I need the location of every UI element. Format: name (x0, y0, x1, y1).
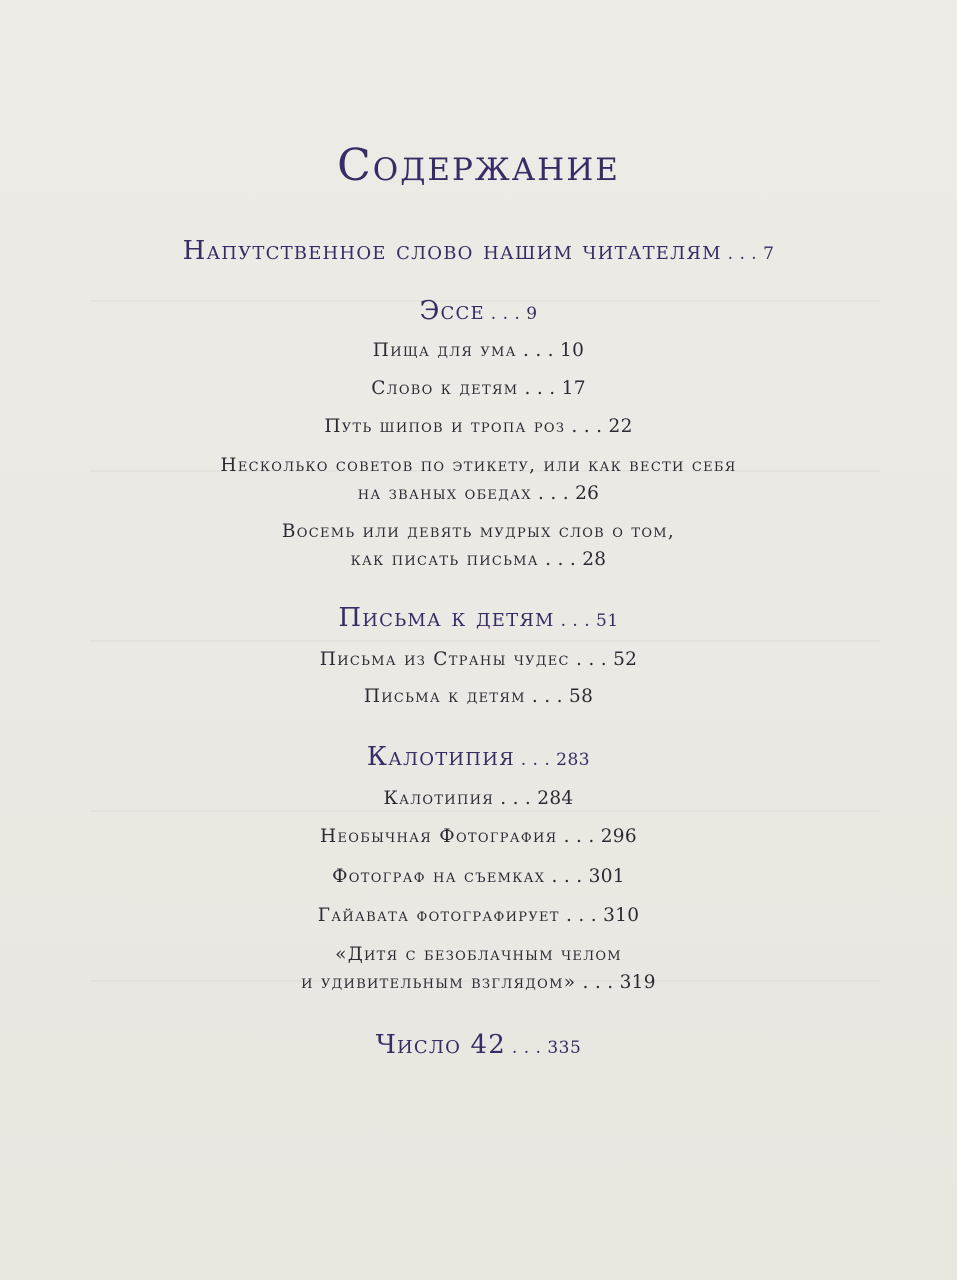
toc-item-label: Восемь или девять мудрых слов о том, (281, 521, 676, 542)
toc-item[interactable] (0, 649, 957, 670)
toc-item-line1[interactable] (0, 455, 957, 476)
toc-leader-dots: . . . (484, 304, 527, 324)
toc-item-label: Путь шипов и тропа роз (324, 416, 566, 437)
toc-page-number: 301 (588, 866, 625, 887)
toc-leader-dots: . . . (518, 378, 562, 399)
toc-leader-dots: . . . (538, 549, 583, 570)
toc-part-label: Письма к детям (338, 603, 555, 633)
toc-leader-dots: . . . (554, 611, 597, 631)
toc-page-number: 58 (569, 686, 594, 707)
toc-item[interactable] (0, 866, 957, 887)
toc-item-label: как писать письма (350, 549, 539, 570)
toc-item[interactable] (0, 416, 957, 437)
toc-page-number: 335 (547, 1038, 582, 1058)
toc-page-number: 22 (608, 416, 633, 437)
toc-item[interactable] (0, 340, 957, 361)
toc-page-number: 26 (575, 483, 600, 504)
page-title: Содержание (337, 140, 620, 191)
toc-leader-dots: . . . (506, 1038, 548, 1058)
toc-leader-dots: . . . (494, 788, 538, 809)
toc-item-label: Письма из Страны чудес (319, 649, 570, 670)
toc-item[interactable] (0, 788, 957, 809)
toc-page-number: 283 (556, 750, 591, 770)
toc-page-number: 9 (526, 304, 538, 324)
toc-item-line1[interactable] (0, 521, 957, 542)
toc-part-number42[interactable] (0, 1030, 957, 1060)
toc-item-label: Письма к детям (363, 686, 526, 707)
toc-part-label: Эссе (419, 296, 485, 326)
toc-leader-dots: . . . (576, 972, 620, 993)
toc-item-line2[interactable] (0, 483, 957, 504)
toc-leader-dots: . . . (721, 244, 764, 264)
toc-item-label: Калотипия (383, 788, 495, 809)
toc-page-number: 52 (613, 649, 638, 670)
toc-leader-dots: . . . (559, 905, 604, 926)
toc-item[interactable] (0, 826, 957, 847)
toc-leader-dots: . . . (531, 483, 576, 504)
toc-part-essays[interactable] (0, 296, 957, 326)
toc-item-label: Несколько советов по этикету, или как вести себя (220, 455, 737, 476)
toc-part-label: Число 42 (375, 1030, 506, 1060)
toc-page-number: 284 (537, 788, 574, 809)
toc-item-label: на званых обедах (357, 483, 532, 504)
toc-item-label: «Дитя с безоблачным челом (335, 944, 622, 965)
toc-part-label: Калотипия (366, 742, 515, 772)
toc-leader-dots: . . . (557, 826, 601, 847)
toc-leader-dots: . . . (514, 750, 557, 770)
toc-leader-dots: . . . (516, 340, 561, 361)
toc-leader-dots: . . . (569, 649, 614, 670)
toc-part-calotype[interactable] (0, 742, 957, 772)
toc-part-label: Напутственное слово нашим читателям (182, 236, 722, 266)
toc-item[interactable] (0, 905, 957, 926)
toc-item-label: Гайавата фотографирует (317, 905, 560, 926)
toc-page-number: 7 (763, 244, 775, 264)
toc-part-intro[interactable] (0, 236, 957, 266)
toc-item[interactable] (0, 378, 957, 399)
toc-leader-dots: . . . (525, 686, 570, 707)
toc-page-number: 310 (603, 905, 640, 926)
toc-item-line2[interactable] (0, 549, 957, 570)
toc-page-number: 28 (582, 549, 607, 570)
toc-page-number: 51 (596, 611, 619, 631)
toc-page-number: 17 (561, 378, 586, 399)
toc-page-number: 319 (619, 972, 656, 993)
toc-item-label: Пища для ума (372, 340, 517, 361)
toc-item-line2[interactable] (0, 972, 957, 993)
toc-page-number: 296 (600, 826, 637, 847)
toc-part-letters[interactable] (0, 603, 957, 633)
toc-item-label: Необычная Фотография (320, 826, 558, 847)
toc-leader-dots: . . . (545, 866, 589, 887)
toc-item[interactable] (0, 686, 957, 707)
toc-item-label: Фотограф на съемках (332, 866, 546, 887)
toc-page-number: 10 (560, 340, 585, 361)
toc-item-line1[interactable] (0, 944, 957, 965)
toc-item-label: Слово к детям (371, 378, 519, 399)
toc-item-label: и удивительным взглядом» (301, 972, 577, 993)
toc-leader-dots: . . . (565, 416, 609, 437)
